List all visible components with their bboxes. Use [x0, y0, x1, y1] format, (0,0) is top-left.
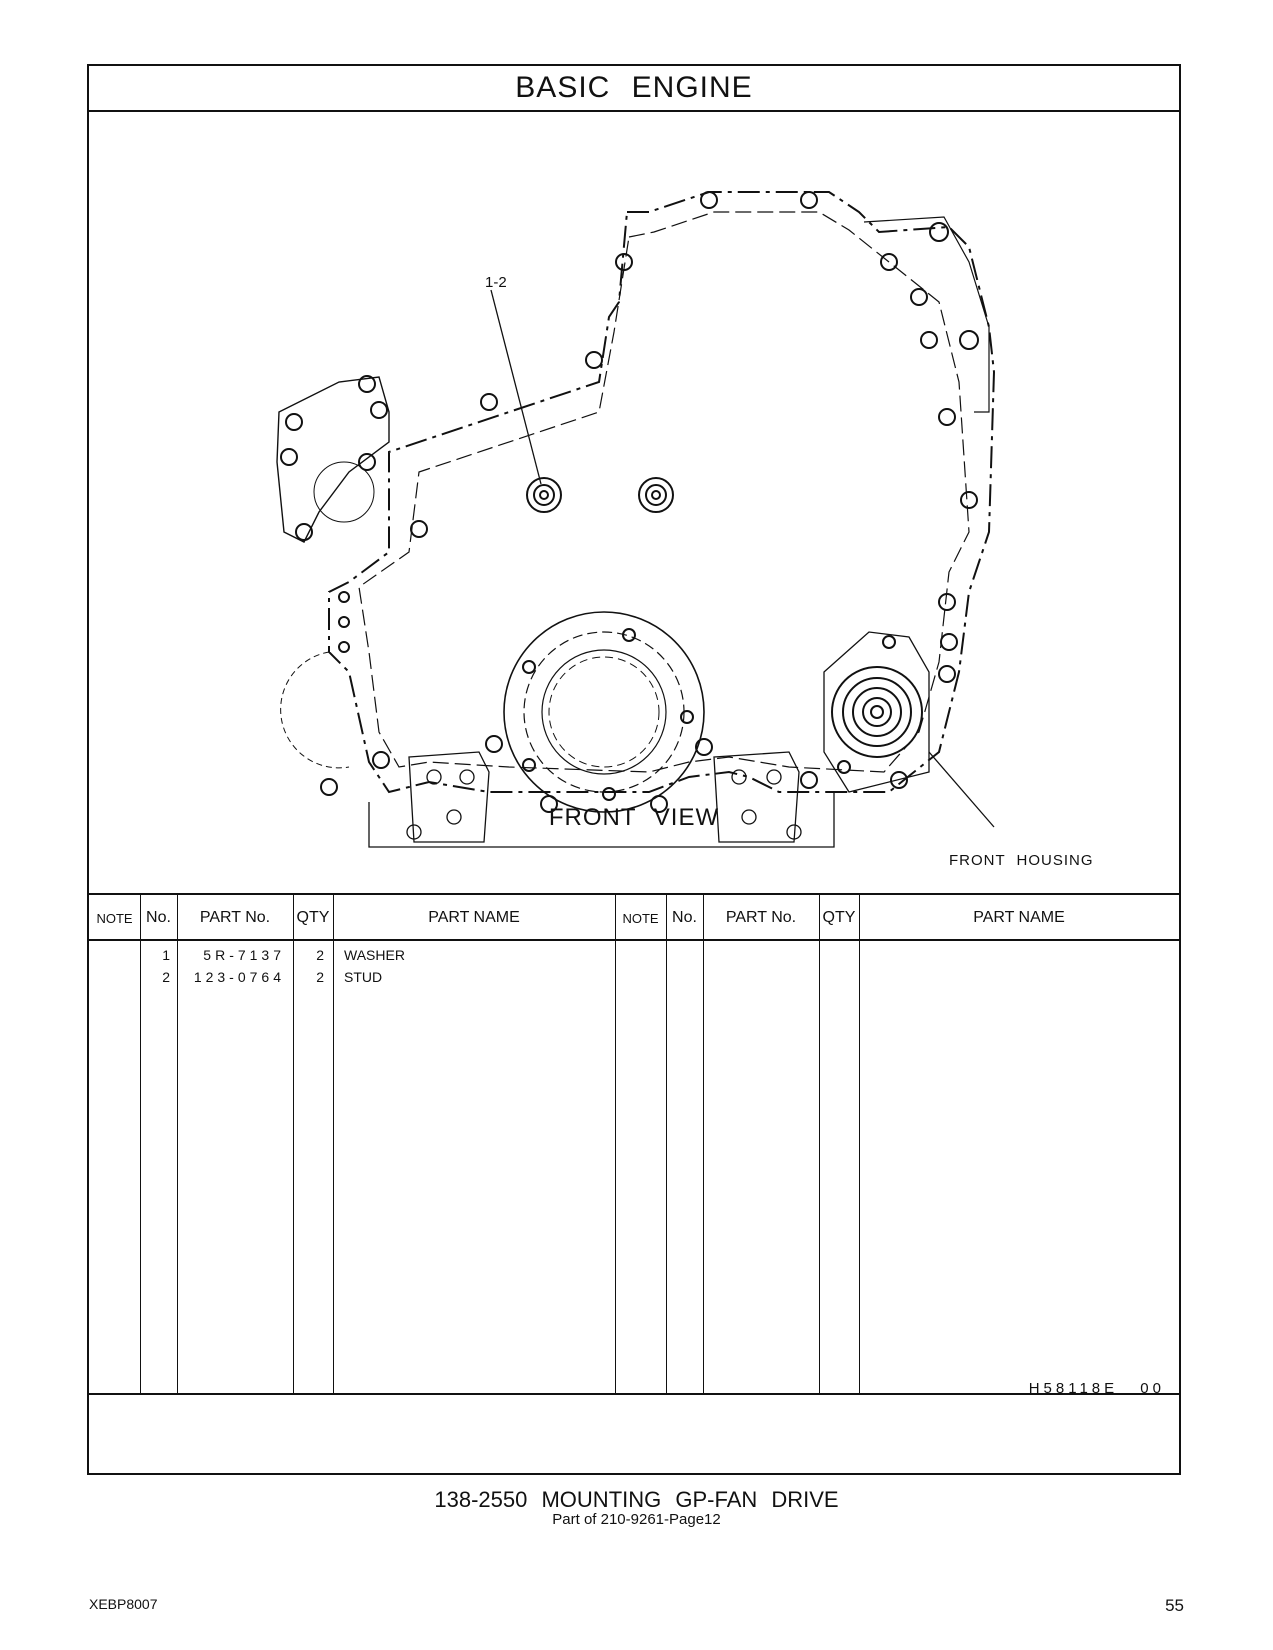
column-divider [333, 895, 334, 1393]
header-part-no-right: PART No. [725, 909, 797, 926]
column-divider [615, 895, 616, 1393]
section-title-band [89, 66, 1179, 112]
quantity: 2 [316, 947, 324, 963]
row-number: 1 [162, 947, 170, 963]
stud-washer-left [527, 478, 561, 512]
page-number: 55 [1165, 1596, 1184, 1615]
header-part-no-left: PART No. [199, 909, 271, 926]
illustration-code: H58118E 00 [1028, 1380, 1165, 1397]
left-flange [277, 377, 389, 542]
header-part-name-right: PART NAME [973, 909, 1065, 926]
part-number: 123-0764 [193, 969, 285, 985]
quantity: 2 [316, 969, 324, 985]
header-no-left: No. [146, 909, 171, 926]
engine-front-drawing [89, 112, 1179, 892]
stud-washer-right [639, 478, 673, 512]
callout-leader-line [491, 290, 541, 484]
header-no-right: No. [672, 909, 697, 926]
header-qty-left: QTY [296, 909, 330, 926]
view-label: FRONT VIEW [548, 804, 720, 831]
parts-table [89, 893, 1179, 1395]
section-title: BASIC ENGINE [515, 71, 753, 104]
parts-page-frame [87, 64, 1181, 1475]
group-subtitle: Part of 210-9261-Page12 [552, 1511, 721, 1528]
part-name: STUD [344, 969, 383, 985]
part-name: WASHER [344, 947, 405, 963]
header-note-right: NOTE [622, 910, 659, 926]
parts-table-header [89, 895, 1179, 941]
lower-mount-pads [369, 752, 834, 847]
document-id: XEBP8007 [89, 1596, 158, 1612]
column-divider [819, 895, 820, 1393]
housing-outline [329, 192, 994, 792]
row-number: 2 [162, 969, 170, 985]
right-flange [864, 217, 989, 412]
fan-drive-hub [824, 632, 929, 792]
callout-label: 1-2 [485, 274, 507, 291]
column-divider [859, 895, 860, 1393]
column-divider [666, 895, 667, 1393]
column-divider [703, 895, 704, 1393]
group-title: 138-2550 MOUNTING GP-FAN DRIVE [434, 1487, 839, 1512]
header-qty-right: QTY [822, 909, 856, 926]
part-number: 5R-7137 [203, 947, 285, 963]
header-note-left: NOTE [96, 910, 133, 926]
front-housing-illustration [89, 112, 1179, 892]
crankshaft-opening [504, 612, 704, 812]
header-part-name-left: PART NAME [428, 909, 520, 926]
front-housing-label: FRONT HOUSING [949, 852, 1094, 869]
